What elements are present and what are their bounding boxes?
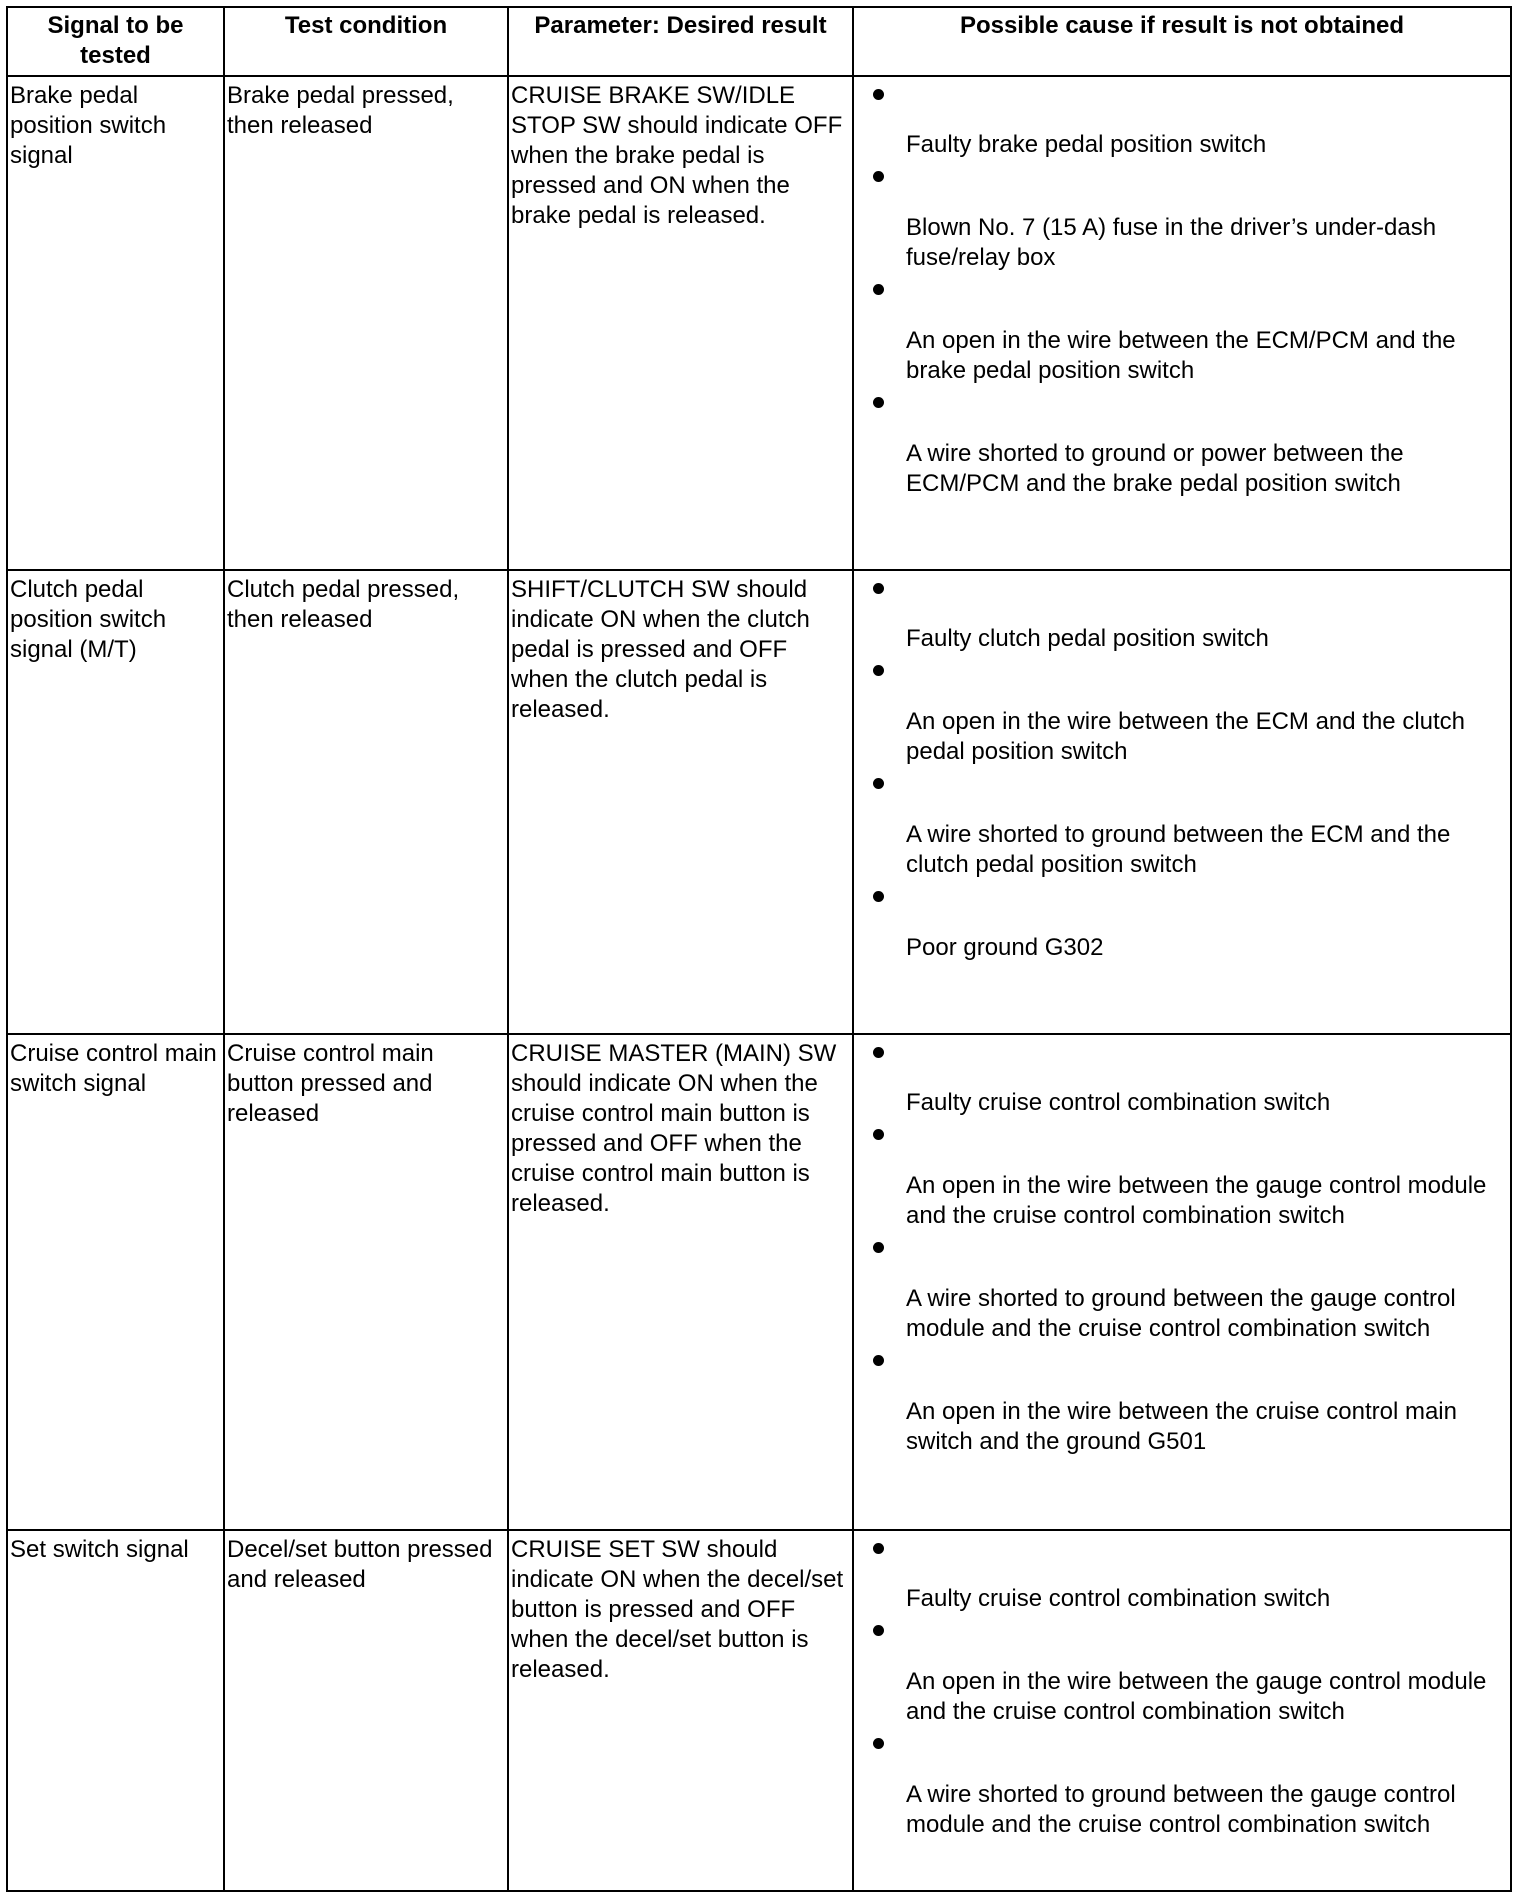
header-condition: Test condition [224,7,508,76]
causes-cell [853,570,1511,1034]
parameter-cell: CRUISE SET SW should indicate ON when the decel/set button is pressed and OFF when the decel/set button is released. [508,1530,853,1891]
cause-item: Faulty cruise control combination switch [854,1035,1510,1118]
cause-item: An open in the wire between the cruise control main switch and the ground G501 [854,1344,1510,1457]
signal-cell: Cruise control main switch signal [7,1034,224,1530]
bullet-icon [873,891,884,902]
bullet-icon [873,1242,884,1253]
cause-item: Poor ground G302 [854,880,1510,963]
bullet-icon [873,284,884,295]
signal-cell: Set switch signal [7,1530,224,1891]
bullet-icon [873,1355,884,1366]
bullet-icon [873,1129,884,1140]
header-signal: Signal to be tested [7,7,224,76]
bullet-icon [873,1047,884,1058]
bullet-icon [873,89,884,100]
signal-cell: Brake pedal position switch signal [7,76,224,570]
header-causes: Possible cause if result is not obtained [853,7,1511,76]
diagnostic-table [6,6,1512,1892]
cause-list [854,571,1510,963]
cause-list [854,1531,1510,1840]
condition-cell: Cruise control main button pressed and released [224,1034,508,1530]
condition-cell: Clutch pedal pressed, then released [224,570,508,1034]
parameter-cell: CRUISE BRAKE SW/IDLE STOP SW should indicate OFF when the brake pedal is pressed and ON when the brake pedal is released. [508,76,853,570]
cause-item: Faulty clutch pedal position switch [854,571,1510,654]
cause-item: A wire shorted to ground between the ECM and the clutch pedal position switch [854,767,1510,880]
table-row [7,1530,1511,1891]
cause-list [854,77,1510,499]
bullet-icon [873,778,884,789]
bullet-icon [873,665,884,676]
cause-item: An open in the wire between the ECM and the clutch pedal position switch [854,654,1510,767]
condition-cell: Decel/set button pressed and released [224,1530,508,1891]
parameter-cell: SHIFT/CLUTCH SW should indicate ON when the clutch pedal is pressed and OFF when the clutch pedal is released. [508,570,853,1034]
cause-item: An open in the wire between the ECM/PCM and the brake pedal position switch [854,273,1510,386]
causes-cell [853,76,1511,570]
bullet-icon [873,1738,884,1749]
cause-item: Faulty brake pedal position switch [854,77,1510,160]
cause-item: Faulty cruise control combination switch [854,1531,1510,1614]
cause-item: Blown No. 7 (15 A) fuse in the driver’s under-dash fuse/relay box [854,160,1510,273]
header-parameter: Parameter: Desired result [508,7,853,76]
causes-cell [853,1530,1511,1891]
bullet-icon [873,583,884,594]
cause-item: An open in the wire between the gauge control module and the cruise control combination switch [854,1118,1510,1231]
condition-cell: Brake pedal pressed, then released [224,76,508,570]
cause-item: A wire shorted to ground or power between the ECM/PCM and the brake pedal position switch [854,386,1510,499]
causes-cell [853,1034,1511,1530]
cause-item: An open in the wire between the gauge control module and the cruise control combination switch [854,1614,1510,1727]
header-row [7,7,1511,76]
bullet-icon [873,397,884,408]
cause-list [854,1035,1510,1457]
table-row [7,76,1511,570]
bullet-icon [873,1625,884,1636]
cause-item: A wire shorted to ground between the gauge control module and the cruise control combination switch [854,1231,1510,1344]
table-row [7,1034,1511,1530]
cause-item: A wire shorted to ground between the gauge control module and the cruise control combination switch [854,1727,1510,1840]
bullet-icon [873,171,884,182]
bullet-icon [873,1543,884,1554]
table-row [7,570,1511,1034]
parameter-cell: CRUISE MASTER (MAIN) SW should indicate ON when the cruise control main button is pressed and OFF when the cruise control main button is released. [508,1034,853,1530]
signal-cell: Clutch pedal position switch signal (M/T) [7,570,224,1034]
